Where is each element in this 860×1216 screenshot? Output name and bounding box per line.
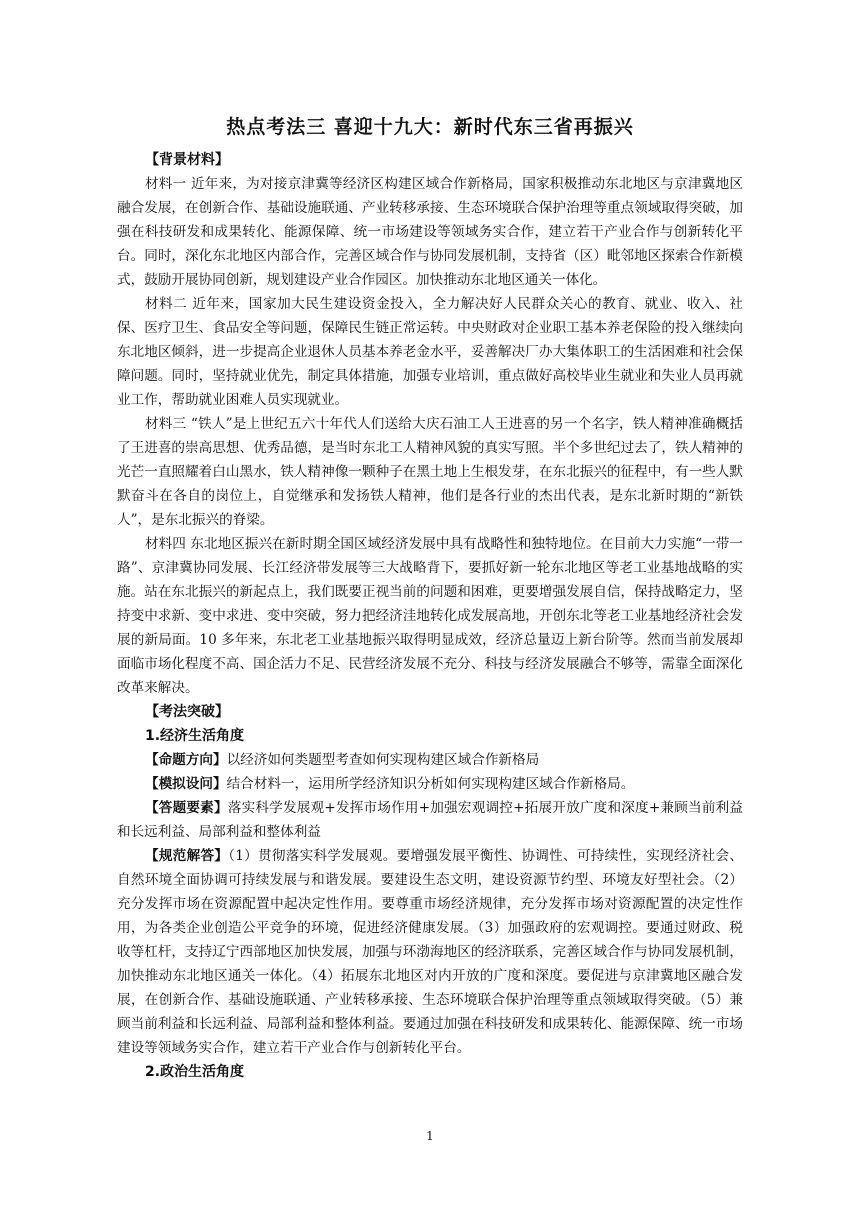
answer-elements (117, 796, 743, 844)
mock-question (117, 772, 743, 796)
material-paragraph-1: 材料一 近年来，为对接京津冀等经济区构建区域合作新格局，国家积极推动东北地区与京津冀地区融合发展，在创新合作、基础设施联通、产业转移承接、生态环境联合保护治理等重点领域取得突破，加强在科技研发和成果转化、能源保障、统一市场建设等领域务实合作，建立若干产业合作与创新转化平台。同时，深化东北地区内部合作，完善区域合作与协同发展机制，支持省（区）毗邻地区探索合作新模式，鼓励开展协同创新，规划建设产业合作园区。加快推动东北地区通关一体化。 (117, 176, 743, 288)
material-paragraph-4: 材料四 东北地区振兴在新时期全国区域经济发展中具有战略性和独特地位。在目前大力实施“一带一路”、京津冀协同发展、长江经济带发展等三大战略背下，要抓好新一轮东北地区等老工业基地战略的实施。站在东北振兴的新起点上，我们既要正视当前的问题和困难，更要增强发展自信，保持战略定力，坚持变中求新、变中求进、变中突破，努力把经济洼地转化成发展高地，开创东北等老工业基地经济社会发展的新局面。10 多年来，东北老工业基地振兴取得明显成效，经济总量迈上新台阶等。然而当前发展却面临市场化程度不高、国企活力不足、民营经济发展不充分、科技与经济发展融合不够等，需靠全面深化改革来解决。 (117, 536, 743, 696)
model-answer-label: 【规范解答】 (145, 848, 229, 864)
document-title: 热点考法三 喜迎十九大：新时代东三省再振兴 (226, 116, 634, 138)
proposition-direction-text: 以经济如何类题型考查如何实现构建区域合作新格局 (226, 752, 540, 768)
model-answer (117, 844, 743, 1060)
material-paragraph-2: 材料二 近年来，国家加大民生建设资金投入，全力解决好人民群众关心的教育、就业、收入、社保、医疗卫生、食品安全等问题，保障民生链正常运转。中央财政对企业职工基本养老保险的投入继续向东北地区倾斜，进一步提高企业退休人员基本养老金水平，妥善解决厂办大集体职工的生活困难和社会保障问题。同时，坚持就业优先，制定具体措施，加强专业培训，重点做好高校毕业生就业和失业人员再就业工作，帮助就业困难人员实现就业。 (117, 296, 743, 408)
material-paragraph-3: 材料三 “铁人”是上世纪五六十年代人们送给大庆石油工人王进喜的另一个名字，铁人精神准确概括了王进喜的崇高思想、优秀品德，是当时东北工人精神风貌的真实写照。半个多世纪过去了，铁人精神的光芒一直照耀着白山黑水，铁人精神像一颗种子在黑土地上生根发芽，在东北振兴的征程中，有一些人默默奋斗在各自的岗位上，自觉继承和发扬铁人精神，他们是各行业的杰出代表，是东北新时期的“新铁人”，是东北振兴的脊梁。 (117, 416, 743, 528)
mock-question-label: 【模拟设问】 (145, 776, 227, 792)
answer-elements-label: 【答题要素】 (145, 800, 228, 816)
proposition-direction (117, 748, 743, 772)
document-body (117, 114, 743, 1084)
background-heading: 【背景材料】 (145, 152, 229, 168)
breakthrough-heading: 【考法突破】 (145, 704, 229, 720)
model-answer-text: （1）贯彻落实科学发展观。要增强发展平衡性、协调性、可持续性，实现经济社会、自然环境全面协调可持续发展与和谐发展。要建设生态文明，建设资源节约型、环境友好型社会。（2）充分发挥市场在资源配置中起决定性作用。要尊重市场经济规律，充分发挥市场对资源配置的决定性作用，为各类企业创造公平竞争的环境，促进经济健康发展。（3）加强政府的宏观调控。要通过财政、税收等杠杆，支持辽宁西部地区加快发展，加强与环渤海地区的经济联系，完善区域合作与协同发展机制，加快推动东北地区通关一体化。（4）拓展东北地区对内开放的广度和深度。要促进与京津冀地区融合发展，在创新合作、基础设施联通、产业转移承接、生态环境联合保护治理等重点领域取得突破。（5）兼顾当前利益和长远利益、局部利益和整体利益。要通过加强在科技研发和成果转化、能源保障、统一市场建设等领域务实合作，建立若干产业合作与创新转化平台。 (117, 848, 743, 1056)
mock-question-text: 结合材料一，运用所学经济知识分析如何实现构建区域合作新格局。 (226, 776, 635, 792)
politics-heading: 2.政治生活角度 (145, 1064, 245, 1080)
page-number: 1 (426, 1129, 434, 1143)
proposition-direction-label: 【命题方向】 (145, 752, 227, 768)
answer-elements-text: 落实科学发展观+发挥市场作用+加强宏观调控+拓展开放广度和深度+兼顾当前利益和长远利益、局部利益和整体利益 (117, 800, 744, 840)
economics-heading: 1.经济生活角度 (145, 728, 245, 744)
